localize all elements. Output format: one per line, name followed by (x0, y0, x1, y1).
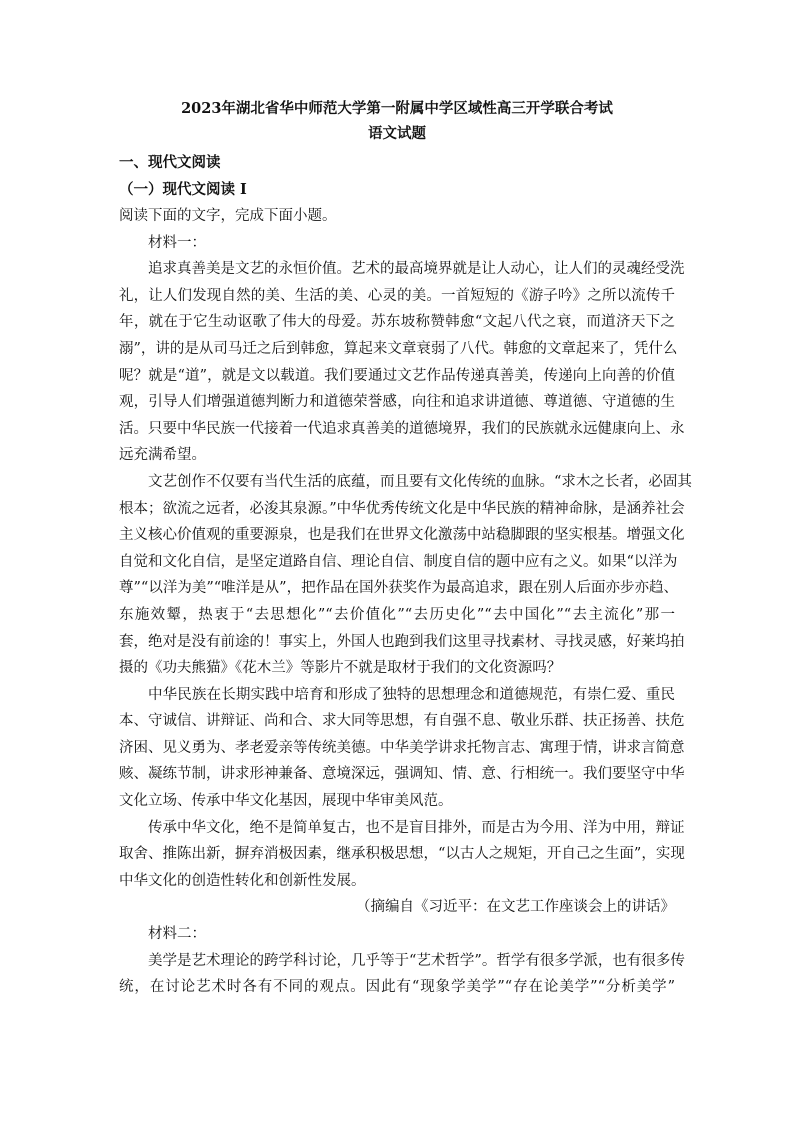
paragraph-line: 主义核心价值观的重要源泉，也是我们在世界文化激荡中站稳脚跟的坚实根基。增强文化 (119, 527, 685, 544)
instruction-text: 阅读下面的文字，完成下面小题。 (119, 208, 337, 224)
material1-label: 材料一： (148, 234, 206, 251)
material2-label: 材料二： (148, 926, 206, 943)
paragraph-line: 溺”，讲的是从司马迁之后到韩愈，算起来文章衰弱了八代。韩愈的文章起来了，凭什么 (119, 340, 678, 357)
subsection-heading: （一）现代文阅读 I (119, 181, 247, 198)
paragraph-line: 追求真善美是文艺的永恒价值。艺术的最高境界就是让人动心，让人们的灵魂经受洗 (148, 261, 685, 278)
paragraph-line: 统，在讨论艺术时各有不同的观点。因此有“现象学美学”“存在论美学”“分析美学” (119, 979, 675, 996)
paragraph-line: 文艺创作不仅要有当代生活的底蕴，而且要有文化传统的血脉。“求木之长者，必固其 (148, 473, 692, 490)
section-heading: 一、现代文阅读 (119, 154, 221, 171)
exam-subtitle: 语文试题 (368, 125, 426, 142)
paragraph-line: 本、守诚信、讲辩证、尚和合、求大同等思想，有自强不息、敬业乐群、扶正扬善、扶危 (119, 713, 685, 730)
paragraph-line: 取舍、推陈出新，摒弃消极因素，继承积极思想，“以古人之规矩，开自己之生面”，实现 (119, 846, 685, 863)
paragraph-line: 中华民族在长期实践中培育和形成了独特的思想理念和道德规范，有崇仁爱、重民 (148, 686, 675, 703)
exam-title: 2023年湖北省华中师范大学第一附属中学区域性高三开学联合考试 (181, 100, 613, 117)
paragraph-line: 观，引导人们增强道德判断力和道德荣誉感，向往和追求讲道德、尊道德、守道德的生 (119, 394, 675, 411)
paragraph-line: 济困、见义勇为、孝老爱亲等传统美德。中华美学讲求托物言志、寓理于情，讲求言简意 (119, 739, 685, 756)
paragraph-line: 自觉和文化自信，是坚定道路自信、理论自信、制度自信的题中应有之义。如果“以洋为 (119, 553, 678, 570)
paragraph-line: 中华文化的创造性转化和创新性发展。 (119, 872, 366, 889)
paragraph-line: 摄的《功夫熊猫》《花木兰》等影片不就是取材于我们的文化资源吗？ (119, 660, 562, 677)
paragraph-line: 年，就在于它生动讴歌了伟大的母爱。苏东坡称赞韩愈“文起八代之衰，而道济天下之 (119, 314, 675, 331)
paragraph-line: 根本；欲流之远者，必浚其泉源。”中华优秀传统文化是中华民族的精神命脉，是涵养社会 (119, 500, 685, 517)
paragraph-line: 美学是艺术理论的跨学科讨论，几乎等于“艺术哲学”。哲学有很多学派，也有很多传 (148, 952, 685, 969)
paragraph-line: 套，绝对是没有前途的！事实上，外国人也跑到我们这里寻找素材、寻找灵感，好莱坞拍 (119, 633, 685, 650)
paragraph-line: 尊”“以洋为美”“唯洋是从”，把作品在国外获奖作为最高追求，跟在别人后面亦步亦趋、 (119, 580, 679, 597)
paragraph-line: 呢？就是“道”，就是文以载道。我们要通过文艺作品传递真善美，传递向上向善的价值 (119, 367, 675, 384)
paragraph-line: 文化立场、传承中华文化基因，展现中华审美风范。 (119, 793, 453, 810)
source-citation: （摘编自《习近平：在文艺工作座谈会上的讲话》 (356, 899, 675, 916)
article-body (119, 203, 692, 1001)
paragraph-line: 礼，让人们发现自然的美、生活的美、心灵的美。一首短短的《游子吟》之所以流传千 (119, 287, 675, 304)
paragraph-line: 赅、凝练节制，讲求形神兼备、意境深远，强调知、情、意、行相统一。我们要坚守中华 (119, 766, 685, 783)
paragraph-line: 东施效颦，热衷于“去思想化”“去价值化”“去历史化”“去中国化”“去主流化”那一 (119, 606, 675, 623)
paragraph-line: 活。只要中华民族一代接着一代追求真善美的道德境界，我们的民族就永远健康向上、永 (119, 420, 685, 437)
paragraph-line: 远充满希望。 (119, 447, 206, 464)
paragraph-line: 传承中华文化，绝不是简单复古，也不是盲目排外，而是古为今用、洋为中用，辩证 (148, 819, 685, 836)
